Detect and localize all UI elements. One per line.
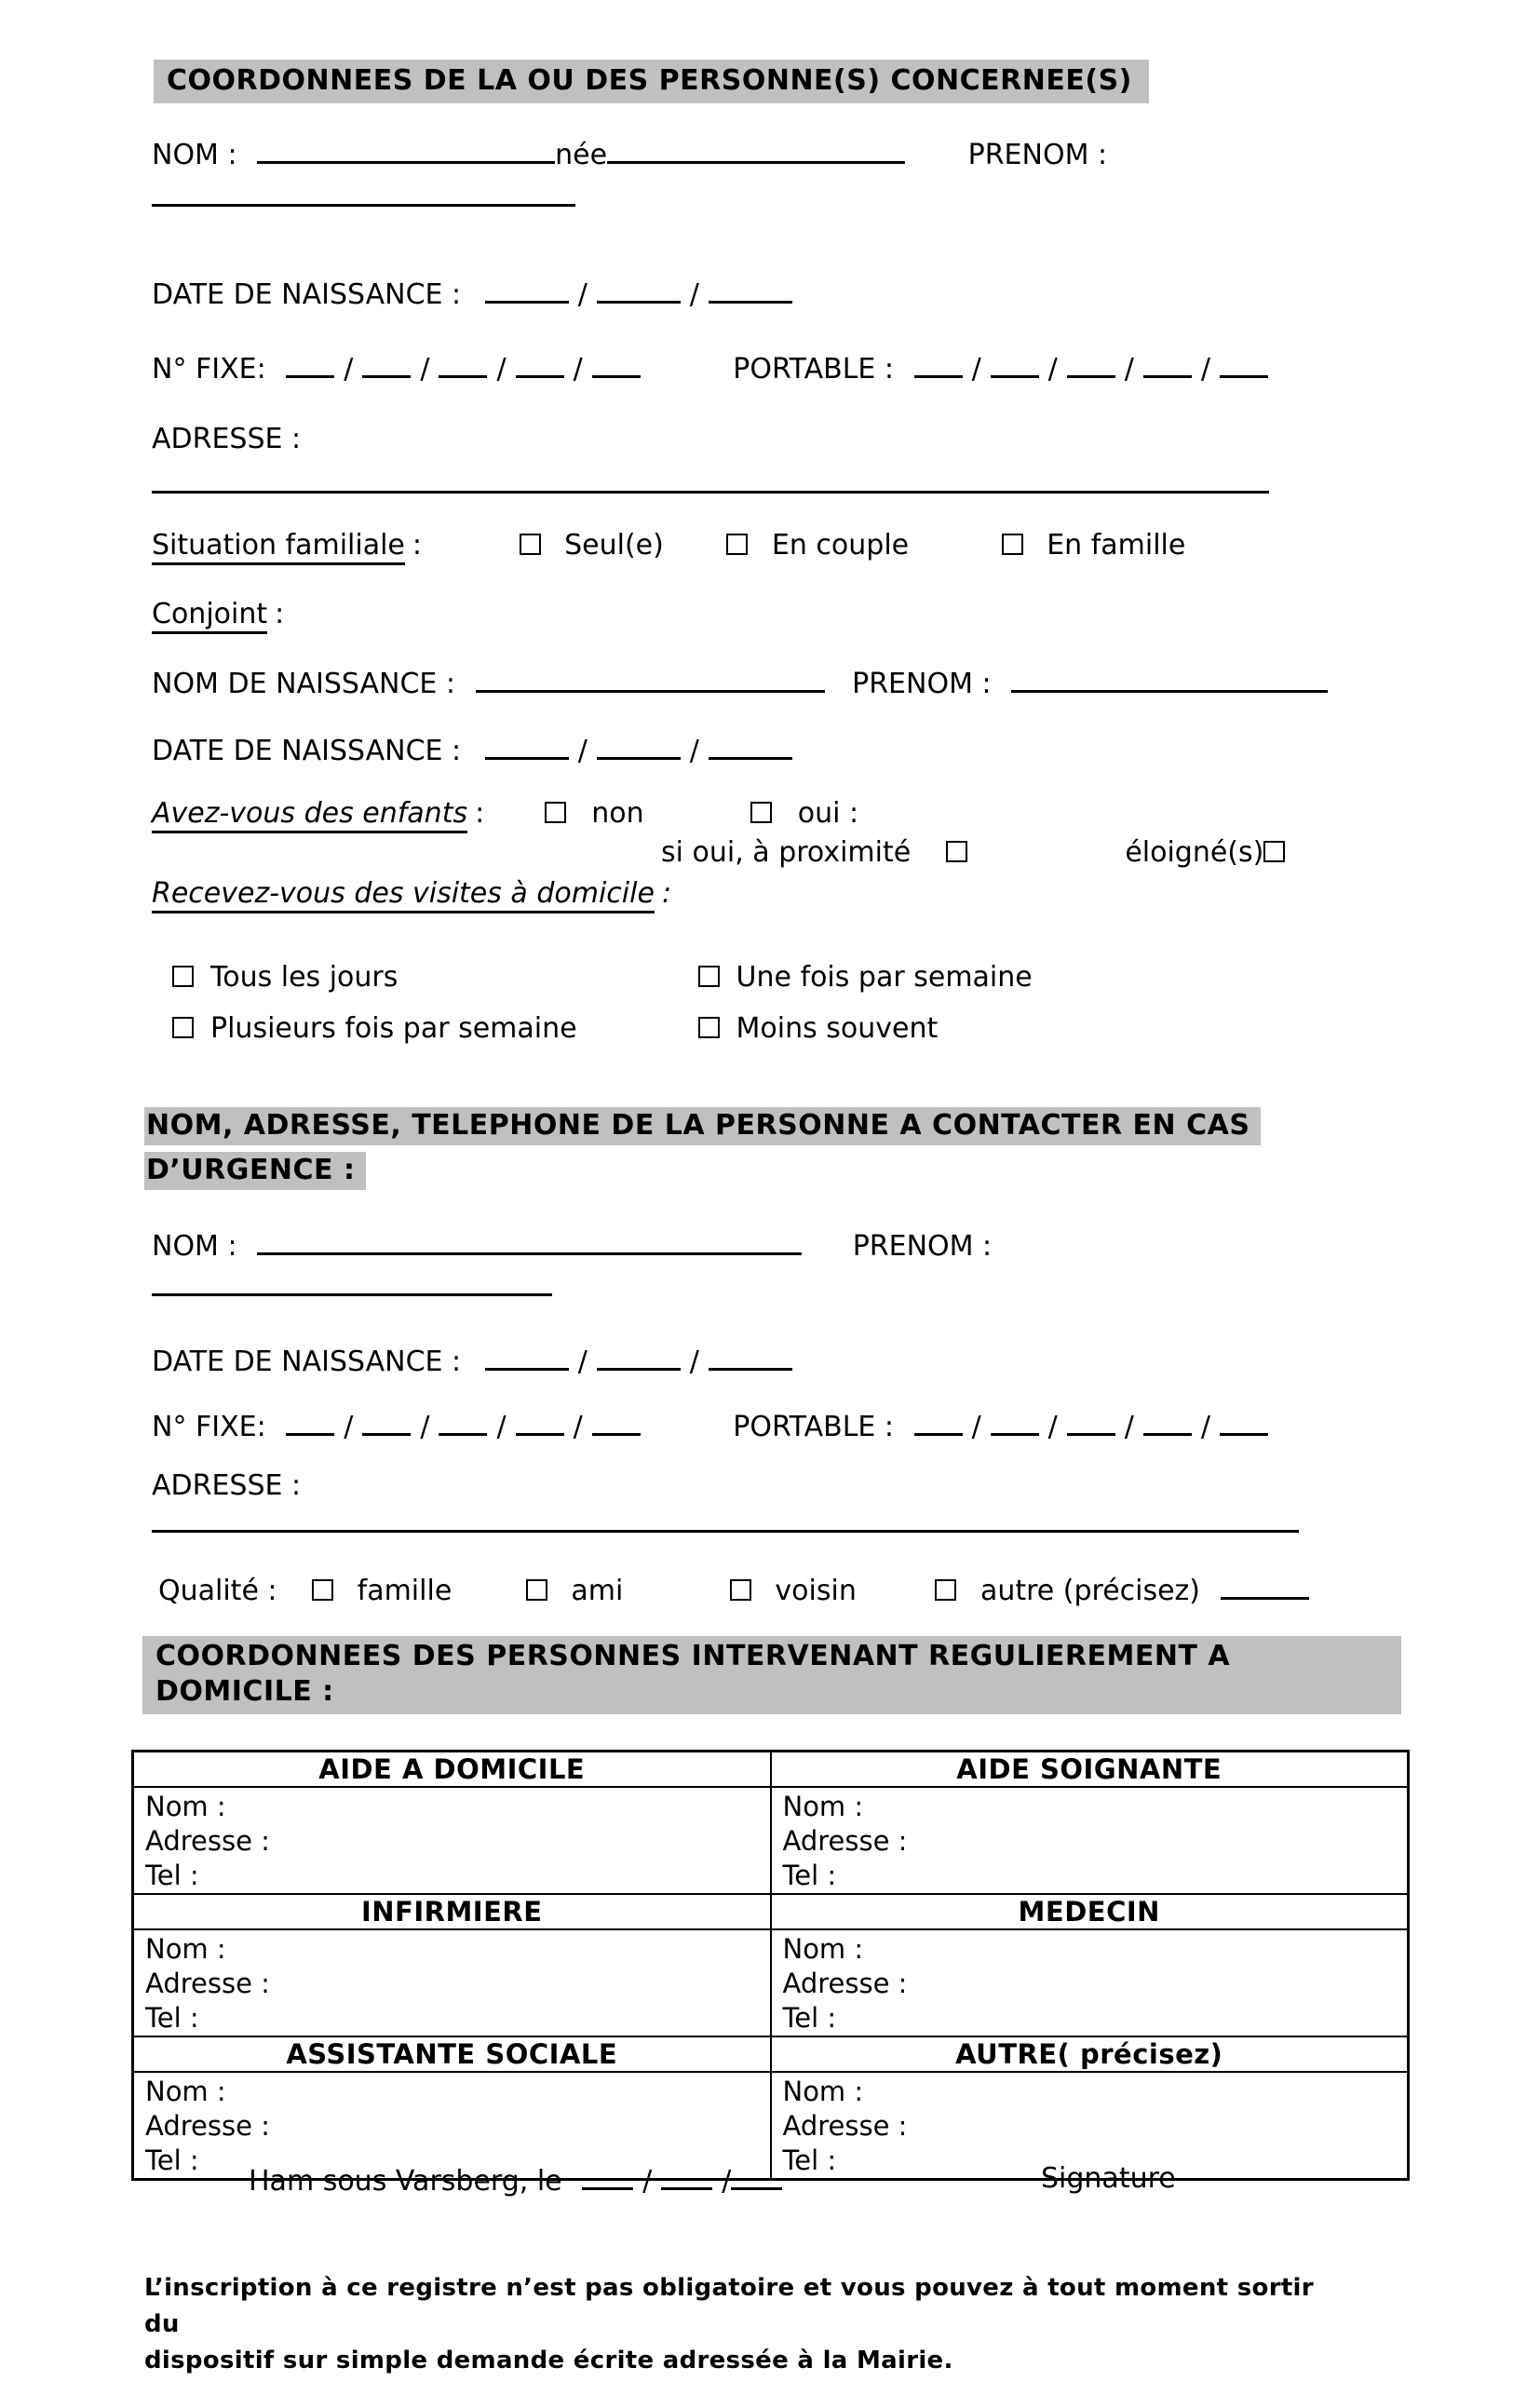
col-header-aide-soignante: AIDE SOIGNANTE (771, 1752, 1409, 1787)
nom-naissance-label: NOM DE NAISSANCE : (152, 668, 456, 700)
table-header-row (133, 1894, 1409, 1929)
nom-naissance-field[interactable] (607, 136, 905, 164)
prenom-conjoint-field[interactable] (1011, 665, 1328, 693)
qualite-label: Qualité : (158, 1575, 277, 1607)
situation-row: Situation familiale : Seul(e) En couple En famille (152, 529, 1185, 561)
prenom-label: PRENOM : (852, 668, 992, 700)
checkbox-proximite[interactable] (946, 841, 967, 862)
table-row (133, 1929, 1409, 2036)
date-naissance-row-2: DATE DE NAISSANCE : / / (152, 732, 792, 767)
cell-nom-label: Nom : (782, 2075, 864, 2107)
cell-adresse-label: Adresse : (145, 1967, 270, 1999)
cell-nom-label: Nom : (145, 1932, 226, 1965)
table-row (133, 1787, 1409, 1894)
qualite-row (158, 1572, 1309, 1607)
portable-field[interactable] (991, 1408, 1039, 1436)
mois-field[interactable] (597, 732, 681, 760)
cell-tel-label: Tel : (145, 2001, 199, 2034)
annee-field[interactable] (709, 732, 792, 760)
enfants-oui-label: oui : (797, 797, 859, 830)
prenom-field[interactable] (152, 175, 575, 207)
fixe-field[interactable] (286, 1408, 334, 1436)
enfants-proximite-row (661, 836, 1285, 869)
checkbox-enfants-non[interactable] (545, 802, 566, 823)
visites-label: Recevez-vous des visites à domicile (152, 877, 655, 913)
cell-nom-label: Nom : (782, 1790, 864, 1822)
portable-field[interactable] (914, 350, 963, 378)
cell-adresse-label: Adresse : (782, 1824, 908, 1857)
jour-field[interactable] (485, 1343, 569, 1371)
visites-option-label: Moins souvent (736, 1012, 939, 1045)
qualite-option-label: famille (357, 1575, 453, 1607)
section-title-urgence-line1: NOM, ADRESSE, TELEPHONE DE LA PERSONNE A CONTACTER EN CAS (144, 1107, 1261, 1145)
fixe-field[interactable] (592, 350, 641, 378)
date-naissance-label: DATE DE NAISSANCE : (152, 735, 462, 767)
checkbox-plusieurs-fois-semaine[interactable] (172, 1017, 194, 1038)
date-naissance-label: DATE DE NAISSANCE : (152, 278, 462, 311)
col-header-autre: AUTRE( précisez) (771, 2036, 1409, 2072)
fixe-label: N° FIXE: (152, 353, 266, 386)
date-annee-field[interactable] (731, 2162, 782, 2190)
section-title-urgence-line2: D’URGENCE : (144, 1152, 366, 1190)
portable-label: PORTABLE : (733, 353, 895, 386)
cell-aide-soignante[interactable] (771, 1787, 1409, 1894)
checkbox-moins-souvent[interactable] (698, 1017, 720, 1038)
cell-adresse-label: Adresse : (782, 2109, 908, 2142)
checkbox-seul[interactable] (520, 534, 541, 555)
fixe-field[interactable] (439, 350, 487, 378)
date-naissance-label: DATE DE NAISSANCE : (152, 1346, 462, 1378)
intervenants-table (131, 1750, 1410, 2181)
portable-field[interactable] (1067, 350, 1115, 378)
checkbox-voisin[interactable] (730, 1579, 751, 1601)
date-jour-field[interactable] (582, 2162, 633, 2190)
cell-medecin[interactable] (771, 1929, 1409, 2036)
col-header-medecin: MEDECIN (771, 1894, 1409, 1929)
conjoint-label: Conjoint (152, 598, 267, 634)
visites-option-label: Une fois par semaine (736, 961, 1033, 994)
adresse-row-2 (152, 1469, 301, 1502)
mois-field[interactable] (597, 1343, 681, 1371)
date-place-label: Ham sous Varsberg, le (249, 2165, 562, 2198)
annee-field[interactable] (709, 276, 792, 304)
nee-label: née (555, 139, 608, 171)
fixe-field[interactable] (362, 1408, 411, 1436)
cell-nom-label: Nom : (782, 1932, 864, 1965)
cell-tel-label: Tel : (145, 2144, 199, 2176)
nom-naissance-conjoint-row (152, 665, 1328, 700)
checkbox-une-fois-semaine[interactable] (698, 966, 720, 987)
fixe-field[interactable] (516, 1408, 564, 1436)
checkbox-ami[interactable] (526, 1579, 547, 1601)
fixe-field[interactable] (592, 1408, 641, 1436)
portable-field[interactable] (991, 350, 1039, 378)
prenom-label: PRENOM : (852, 1230, 993, 1263)
fixe-field[interactable] (362, 350, 411, 378)
qualite-option-label: autre (précisez) (979, 1575, 1201, 1607)
visites-options-row-1 (172, 961, 1033, 994)
jour-field[interactable] (485, 276, 569, 304)
enfants-non-label: non (591, 797, 644, 830)
situation-option-label: Seul(e) (564, 529, 664, 561)
portable-field[interactable] (1143, 1408, 1192, 1436)
cell-adresse-label: Adresse : (782, 1967, 908, 1999)
signature-area[interactable] (1041, 2162, 1176, 2195)
fixe-field[interactable] (286, 350, 334, 378)
cell-nom-label: Nom : (145, 1790, 226, 1822)
qualite-option-label: ami (571, 1575, 624, 1607)
nom-label: NOM : (152, 1230, 237, 1263)
situation-option-label: En couple (771, 529, 910, 561)
eloigne-label: éloigné(s) (1125, 836, 1264, 869)
telephones-row-2: N° FIXE: / / / / PORTABLE : / / / / (152, 1408, 1268, 1443)
cell-nom-label: Nom : (145, 2075, 226, 2107)
cell-aide-domicile[interactable] (133, 1787, 771, 1894)
jour-field[interactable] (485, 732, 569, 760)
visites-option-label: Plusieurs fois par semaine (210, 1012, 577, 1045)
fixe-label: N° FIXE: (152, 1411, 266, 1443)
visites-option-label: Tous les jours (210, 961, 399, 994)
checkbox-enfants-oui[interactable] (750, 802, 772, 823)
nom-nee-prenom-row (152, 136, 1107, 171)
col-header-aide-domicile: AIDE A DOMICILE (133, 1752, 771, 1787)
nom-naissance-conjoint-field[interactable] (476, 665, 825, 693)
portable-label: PORTABLE : (733, 1411, 895, 1443)
nom-field[interactable] (257, 136, 555, 164)
col-header-infirmiere: INFIRMIERE (133, 1894, 771, 1929)
conjoint-row: Conjoint : (152, 598, 284, 630)
checkbox-en-famille[interactable] (1002, 534, 1023, 555)
qualite-option-label: voisin (775, 1575, 857, 1607)
enfants-row: Avez-vous des enfants : non oui : (152, 797, 858, 830)
mois-field[interactable] (597, 276, 681, 304)
portable-field[interactable] (1220, 350, 1268, 378)
cell-tel-label: Tel : (782, 2144, 837, 2176)
cell-tel-label: Tel : (145, 1859, 199, 1891)
nom-urgence-field[interactable] (257, 1227, 802, 1255)
adresse-row-1 (152, 423, 301, 455)
si-oui-proximite-label: si oui, à proximité (661, 836, 912, 869)
portable-field[interactable] (1220, 1408, 1268, 1436)
footer-note-line2: dispositif sur simple demande écrite adressée à la Mairie. (144, 2347, 953, 2374)
nom-prenom-urgence-row (152, 1227, 992, 1263)
situation-label: Situation familiale (152, 529, 405, 565)
adresse-label: ADRESSE : (152, 423, 302, 455)
fixe-field[interactable] (439, 1408, 487, 1436)
situation-option-label: En famille (1047, 529, 1186, 561)
adresse-urgence-field[interactable] (152, 1501, 1299, 1533)
checkbox-eloigne[interactable] (1263, 841, 1285, 862)
footer-note-line1: L’inscription à ce registre n’est pas obligatoire et vous pouvez à tout moment sortir du (144, 2274, 1314, 2338)
date-signature-row: Ham sous Varsberg, le / / (249, 2162, 782, 2198)
section-title-intervenants-line2: DOMICILE : (155, 1675, 334, 1708)
annee-field[interactable] (709, 1343, 792, 1371)
prenom-urgence-field[interactable] (152, 1265, 552, 1296)
autre-precisez-field[interactable] (1221, 1572, 1309, 1600)
table-header-row (133, 2036, 1409, 2072)
section-title-personne: COORDONNEES DE LA OU DES PERSONNE(S) CONCERNEE(S) (154, 60, 1149, 103)
visites-row: Recevez-vous des visites à domicile : (152, 877, 671, 910)
fixe-field[interactable] (516, 350, 564, 378)
visites-options-row-2 (172, 1012, 938, 1045)
adresse-label: ADRESSE : (152, 1469, 302, 1502)
portable-field[interactable] (1067, 1408, 1115, 1436)
portable-field[interactable] (914, 1408, 963, 1436)
adresse-field[interactable] (152, 462, 1269, 494)
checkbox-en-couple[interactable] (726, 534, 748, 555)
checkbox-tous-les-jours[interactable] (172, 966, 194, 987)
cell-tel-label: Tel : (782, 1859, 837, 1891)
footer-note (144, 2270, 1355, 2379)
section-title-intervenants (142, 1636, 1401, 1714)
cell-adresse-label: Adresse : (145, 2109, 270, 2142)
col-header-assistante-sociale: ASSISTANTE SOCIALE (133, 2036, 771, 2072)
date-naissance-row-1: DATE DE NAISSANCE : / / (152, 276, 792, 311)
telephones-row-1: N° FIXE: / / / / PORTABLE : / / / / (152, 350, 1268, 386)
checkbox-autre[interactable] (935, 1579, 956, 1601)
section-title-intervenants-line1: COORDONNEES DES PERSONNES INTERVENANT REGULIEREMENT A (155, 1640, 1231, 1672)
enfants-label: Avez-vous des enfants (152, 797, 467, 833)
prenom-label: PRENOM : (967, 139, 1108, 171)
table-header-row (133, 1752, 1409, 1787)
cell-infirmiere[interactable] (133, 1929, 771, 2036)
portable-field[interactable] (1143, 350, 1192, 378)
section-title-urgence (144, 1103, 1261, 1193)
checkbox-famille[interactable] (312, 1579, 333, 1601)
date-naissance-row-3: DATE DE NAISSANCE : / / (152, 1343, 792, 1378)
cell-adresse-label: Adresse : (145, 1824, 270, 1857)
signature-label: Signature (1041, 2162, 1176, 2195)
date-mois-field[interactable] (661, 2162, 712, 2190)
cell-tel-label: Tel : (782, 2001, 837, 2034)
nom-label: NOM : (152, 139, 237, 171)
